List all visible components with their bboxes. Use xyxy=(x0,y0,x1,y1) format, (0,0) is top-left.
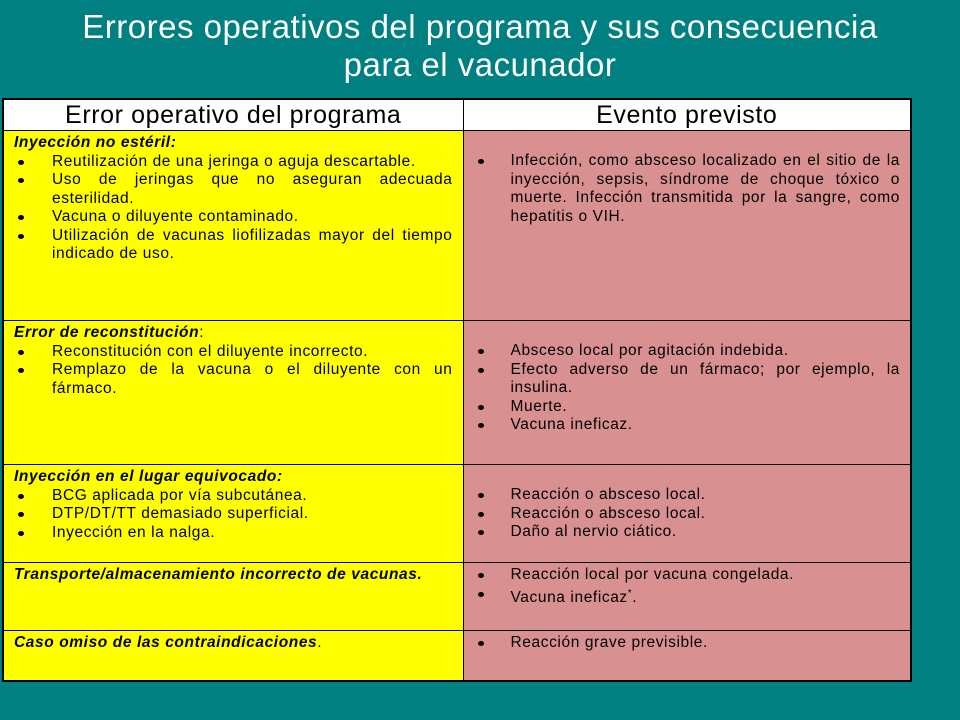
event-list xyxy=(474,468,901,542)
error-cell xyxy=(3,631,463,681)
list-item: Remplazo de la vacuna o el diluyente con un fármaco. xyxy=(14,361,453,398)
slide-title xyxy=(0,8,960,84)
list-item-text: Vacuna ineficaz xyxy=(510,588,628,606)
footnote-mark: * xyxy=(627,587,633,599)
list-item: Muerte. xyxy=(474,398,901,417)
list-item: Reconstitución con el diluyente incorrecto. xyxy=(14,343,453,362)
error-category xyxy=(14,324,453,343)
event-list xyxy=(474,566,901,607)
event-cell xyxy=(463,131,911,321)
error-cell xyxy=(3,131,463,321)
error-cell xyxy=(3,465,463,563)
event-cell xyxy=(463,465,911,563)
list-item xyxy=(474,585,901,608)
table-row xyxy=(3,321,911,465)
error-cell xyxy=(3,563,463,631)
list-item: Infección, como absceso localizado en el sitio de la inyección, sepsis, síndrome de choque tóxico o muerte. Infección transmitida por la sangre, como hepatitis o VIH. xyxy=(474,152,901,226)
header-event: Evento previsto xyxy=(463,99,911,131)
list-item: Uso de jeringas que no aseguran adecuada esterilidad. xyxy=(14,171,453,208)
error-list xyxy=(14,487,453,543)
list-item: Reacción o absceso local. xyxy=(474,505,901,524)
errors-table xyxy=(2,98,912,682)
header-error: Error operativo del programa xyxy=(3,99,463,131)
table-row xyxy=(3,465,911,563)
list-item: Absceso local por agitación indebida. xyxy=(474,342,901,361)
error-category-text: Caso omiso de las contraindicaciones xyxy=(14,634,318,651)
error-cell xyxy=(3,321,463,465)
error-category: Inyección no estéril: xyxy=(14,134,177,151)
table-row xyxy=(3,631,911,681)
event-list xyxy=(474,634,901,653)
event-cell xyxy=(463,321,911,465)
list-item: Reacción grave previsible. xyxy=(474,634,901,653)
event-list xyxy=(474,134,901,226)
table-row xyxy=(3,131,911,321)
list-item: Reutilización de una jeringa o aguja descartable. xyxy=(14,153,453,172)
list-item: Efecto adverso de un fármaco; por ejemplo, la insulina. xyxy=(474,361,901,398)
event-cell xyxy=(463,563,911,631)
error-category-suffix: . xyxy=(317,634,323,651)
list-item: Reacción o absceso local. xyxy=(474,486,901,505)
slide-title-line-1: Errores operativos del programa y sus consecuencia xyxy=(82,8,878,45)
list-item: Utilización de vacunas liofilizadas mayor del tiempo indicado de uso. xyxy=(14,227,453,264)
list-item-end: . xyxy=(632,588,638,606)
table-row xyxy=(3,563,911,631)
list-item: Reacción local por vacuna congelada. xyxy=(474,566,901,585)
list-item: Vacuna o diluyente contaminado. xyxy=(14,208,453,227)
error-list xyxy=(14,343,453,399)
list-item: Daño al nervio ciático. xyxy=(474,523,901,542)
table-header-row xyxy=(3,99,911,131)
error-category: Inyección en el lugar equivocado: xyxy=(14,468,283,485)
list-item: BCG aplicada por vía subcutánea. xyxy=(14,487,453,506)
list-item: DTP/DT/TT demasiado superficial. xyxy=(14,505,453,524)
error-category-text: Error de reconstitución xyxy=(14,324,200,341)
list-item: Vacuna ineficaz. xyxy=(474,416,901,435)
error-category: Transporte/almacenamiento incorrecto de vacunas. xyxy=(14,566,423,583)
event-cell xyxy=(463,631,911,681)
error-category-suffix: : xyxy=(199,324,205,341)
event-list xyxy=(474,324,901,435)
error-list xyxy=(14,153,453,264)
slide-title-line-2: para el vacunador xyxy=(343,46,617,83)
error-category xyxy=(14,634,453,653)
list-item: Inyección en la nalga. xyxy=(14,524,453,543)
